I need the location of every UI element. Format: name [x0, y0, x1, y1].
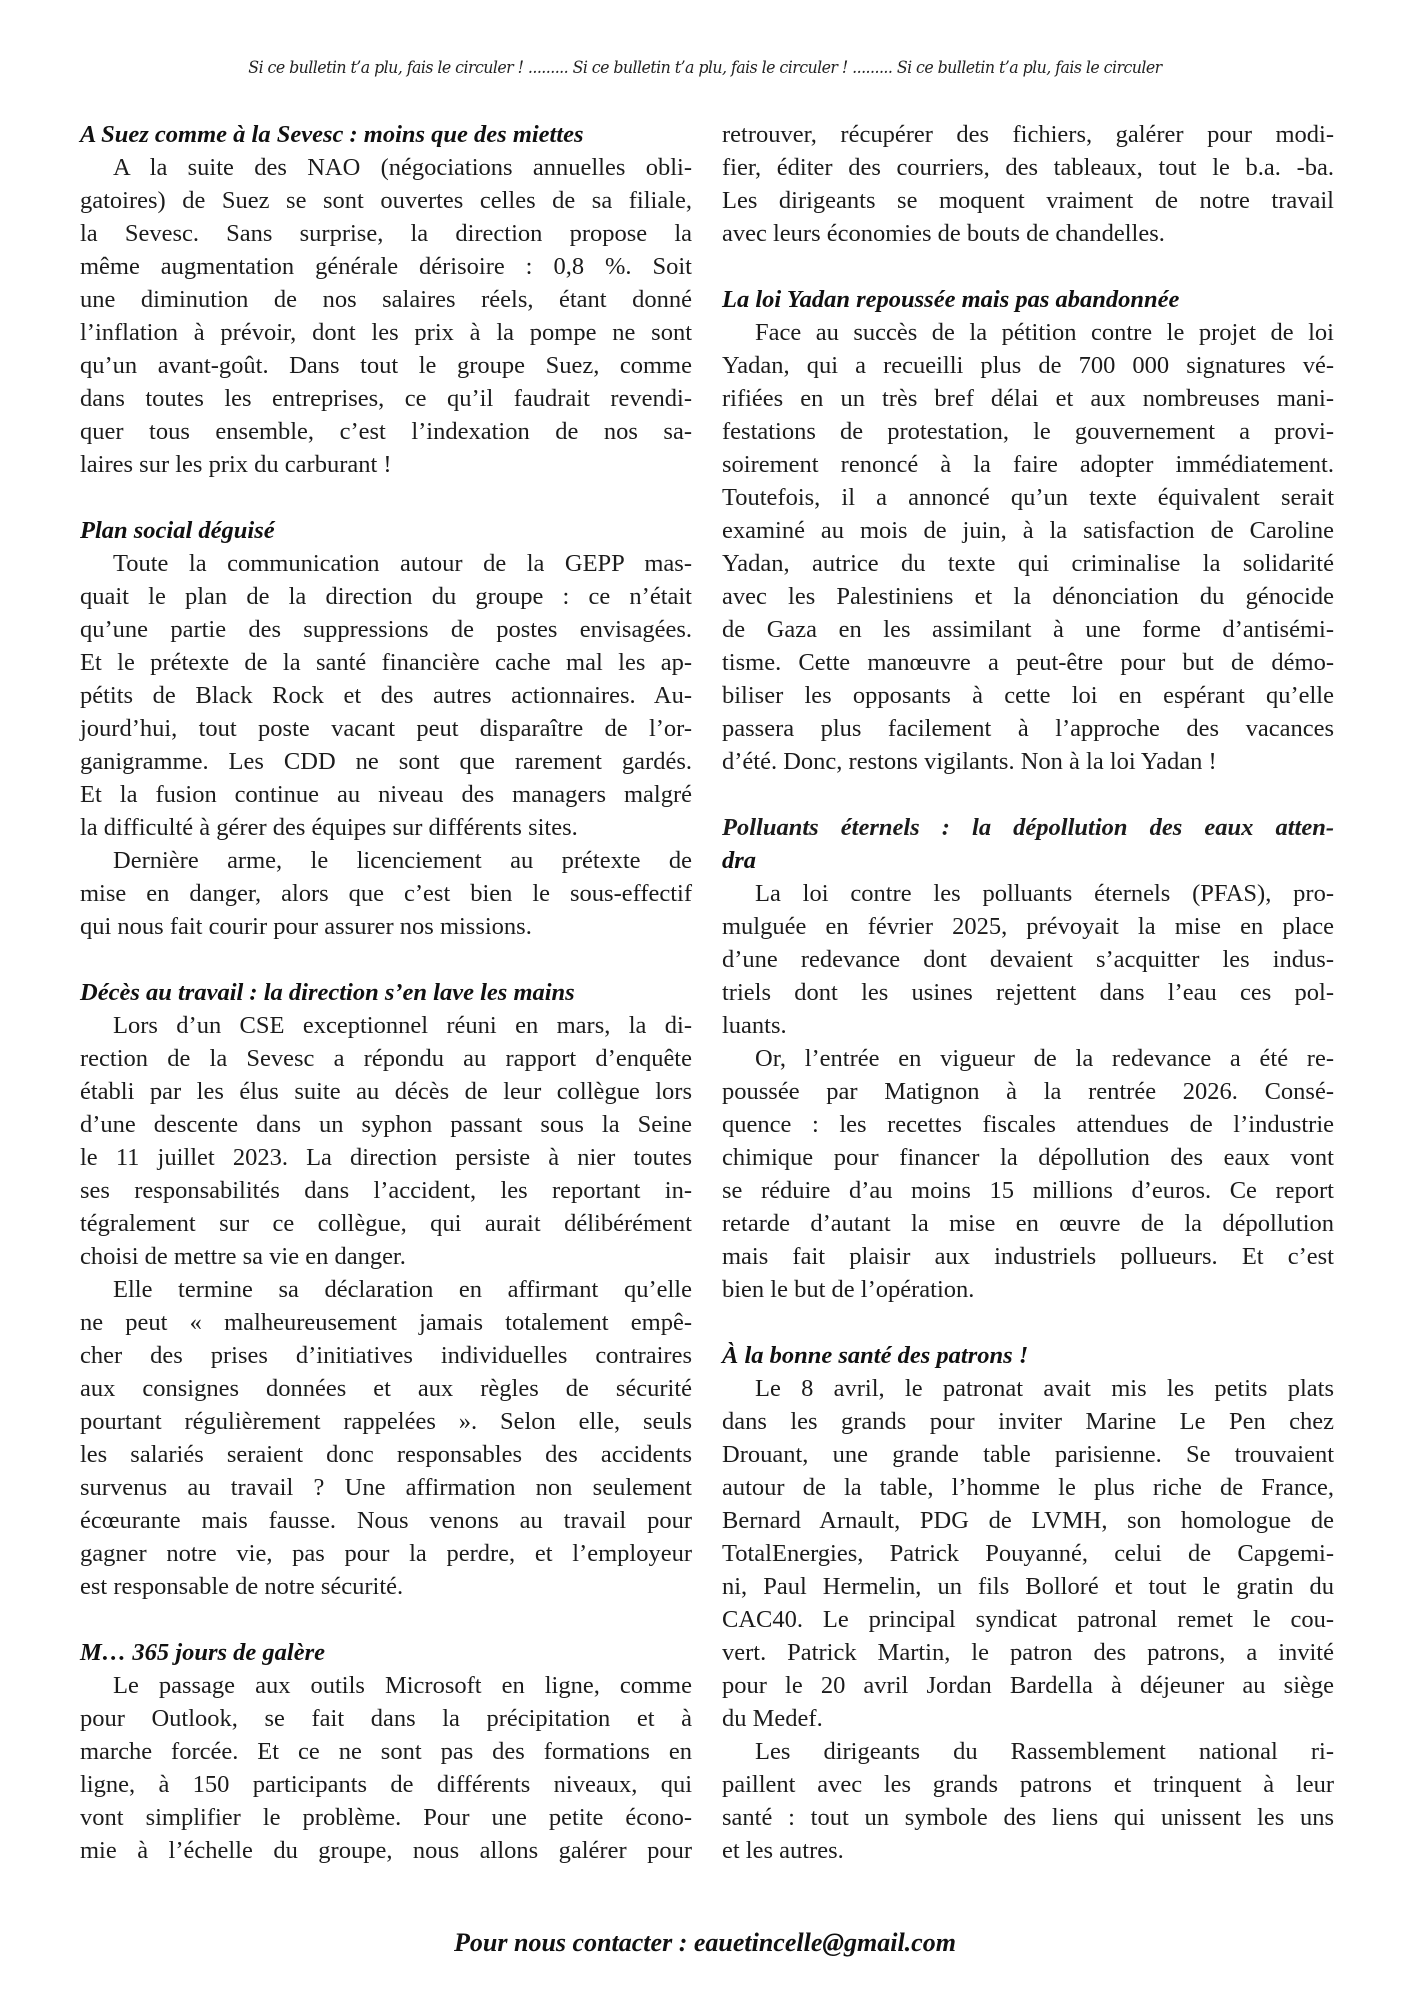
text-line: mais fait plaisir aux industriels pollueurs. Et c’est: [722, 1243, 1334, 1270]
text-line: mise en danger, alors que c’est bien le sous-effectif: [80, 880, 692, 907]
text-line: se réduire d’au moins 15 millions d’euros. Ce report: [722, 1177, 1334, 1204]
text-line: tisme. Cette manœuvre a peut-être pour but de démo-: [722, 649, 1334, 676]
text-line: ne peut « malheureusement jamais totalement empê-: [80, 1309, 692, 1336]
text-line: Et la fusion continue au niveau des managers malgré: [80, 781, 692, 808]
text-line: ses responsabilités dans l’accident, les reportant in-: [80, 1177, 692, 1204]
text-line: du Medef.: [722, 1705, 823, 1732]
text-line: chimique pour financer la dépollution des eaux vont: [722, 1144, 1334, 1171]
circulate-banner: Si ce bulletin t’a plu, fais le circuler ! ......... Si ce bulletin t’a plu, fais le circuler ! ......... Si ce bulletin t’a plu, fais le circuler: [248, 58, 1162, 78]
text-line: jourd’hui, tout poste vacant peut disparaître de l’or-: [80, 715, 692, 742]
text-line: d’été. Donc, restons vigilants. Non à la loi Yadan !: [722, 748, 1217, 775]
text-line: établi par les élus suite au décès de leur collègue lors: [80, 1078, 692, 1105]
text-line: A la suite des NAO (négociations annuelles obli-: [113, 154, 692, 181]
text-line: et les autres.: [722, 1837, 844, 1864]
article-title: À la bonne santé des patrons !: [722, 1342, 1029, 1369]
text-line: vert. Patrick Martin, le patron des patrons, a invité: [722, 1639, 1334, 1666]
article-loi-yadan: [722, 283, 1334, 778]
article-suez-sevesc: [80, 118, 692, 481]
text-line: soirement renoncé à la faire adopter immédiatement.: [722, 451, 1334, 478]
text-line: paillent avec les grands patrons et trinquent à leur: [722, 1771, 1334, 1798]
text-line: l’inflation à prévoir, dont les prix à la pompe ne sont: [80, 319, 692, 346]
text-line: CAC40. Le principal syndicat patronal remet le cou-: [722, 1606, 1334, 1633]
text-line: Or, l’entrée en vigueur de la redevance a été re-: [755, 1045, 1334, 1072]
text-line: d’une descente dans un syphon passant sous la Seine: [80, 1111, 692, 1138]
article-title: Polluants éternels : la dépollution des eaux atten-: [722, 814, 1334, 841]
text-line: retarde d’autant la mise en œuvre de la dépollution: [722, 1210, 1334, 1237]
text-line: examiné au mois de juin, à la satisfaction de Caroline: [722, 517, 1334, 544]
text-line: Yadan, autrice du texte qui criminalise la solidarité: [722, 550, 1334, 577]
text-line: une diminution de nos salaires réels, étant donné: [80, 286, 692, 313]
text-line: rection de la Sevesc a répondu au rapport d’enquête: [80, 1045, 692, 1072]
text-line: bien le but de l’opération.: [722, 1276, 975, 1303]
text-line: dans les grands pour inviter Marine Le Pen chez: [722, 1408, 1334, 1435]
text-line: Elle termine sa déclaration en affirmant qu’elle: [113, 1276, 692, 1303]
text-line: Les dirigeants se moquent vraiment de notre travail: [722, 187, 1334, 214]
text-line: festations de protestation, le gouvernement a provi-: [722, 418, 1334, 445]
text-line: qu’un avant-goût. Dans tout le groupe Suez, comme: [80, 352, 692, 379]
text-line: Le passage aux outils Microsoft en ligne, comme: [113, 1672, 692, 1699]
article-title-continued: dra: [722, 847, 757, 874]
article-microsoft-365-continued: [722, 118, 1334, 250]
text-line: est responsable de notre sécurité.: [80, 1573, 404, 1600]
text-line: santé : tout un symbole des liens qui unissent les uns: [722, 1804, 1334, 1831]
text-line: la Sevesc. Sans surprise, la direction propose la: [80, 220, 692, 247]
text-line: mie à l’échelle du groupe, nous allons galérer pour: [80, 1837, 692, 1864]
text-line: poussée par Matignon à la rentrée 2026. Consé-: [722, 1078, 1334, 1105]
text-line: mulguée en février 2025, prévoyait la mise en place: [722, 913, 1334, 940]
article-microsoft-365: [80, 1636, 692, 1867]
text-line: vont simplifier le problème. Pour une petite écono-: [80, 1804, 692, 1831]
text-line: même augmentation générale dérisoire : 0,8 %. Soit: [80, 253, 692, 280]
article-sante-patrons: [722, 1339, 1334, 1867]
text-line: les salariés seraient donc responsables des accidents: [80, 1441, 692, 1468]
text-line: tégralement sur ce collègue, qui aurait délibérément: [80, 1210, 692, 1237]
text-line: pour le 20 avril Jordan Bardella à déjeuner au siège: [722, 1672, 1334, 1699]
text-line: pétits de Black Rock et des autres actionnaires. Au-: [80, 682, 692, 709]
text-line: Bernard Arnault, PDG de LVMH, son homologue de: [722, 1507, 1334, 1534]
text-line: quait le plan de la direction du groupe : ce n’était: [80, 583, 692, 610]
text-line: quence : les recettes fiscales attendues de l’industrie: [722, 1111, 1334, 1138]
text-line: le 11 juillet 2023. La direction persiste à nier toutes: [80, 1144, 692, 1171]
text-line: ligne, à 150 participants de différents niveaux, qui: [80, 1771, 692, 1798]
text-line: TotalEnergies, Patrick Pouyanné, celui de Capgemi-: [722, 1540, 1334, 1567]
text-line: retrouver, récupérer des fichiers, galérer pour modi-: [722, 121, 1334, 148]
contact-footer: Pour nous contacter : eauetincelle@gmail.com: [454, 1928, 956, 1957]
text-line: qu’une partie des suppressions de postes envisagées.: [80, 616, 692, 643]
text-line: biliser les opposants à cette loi en espérant qu’elle: [722, 682, 1334, 709]
text-line: Face au succès de la pétition contre le projet de loi: [755, 319, 1334, 346]
text-line: la difficulté à gérer des équipes sur différents sites.: [80, 814, 578, 841]
text-line: choisi de mettre sa vie en danger.: [80, 1243, 406, 1270]
text-line: fier, éditer des courriers, des tableaux, tout le b.a. -ba.: [722, 154, 1334, 181]
article-title: Plan social déguisé: [80, 517, 275, 544]
text-line: Toute la communication autour de la GEPP mas-: [113, 550, 692, 577]
article-title: La loi Yadan repoussée mais pas abandonnée: [722, 286, 1180, 313]
text-line: autour de la table, l’homme le plus riche de France,: [722, 1474, 1334, 1501]
text-line: Yadan, qui a recueilli plus de 700 000 signatures vé-: [722, 352, 1334, 379]
article-title: Décès au travail : la direction s’en lave les mains: [80, 979, 575, 1006]
text-line: qui nous fait courir pour assurer nos missions.: [80, 913, 532, 940]
text-line: ganigramme. Les CDD ne sont que rarement gardés.: [80, 748, 692, 775]
article-title: M… 365 jours de galère: [80, 1639, 325, 1666]
text-line: triels dont les usines rejettent dans l’eau ces pol-: [722, 979, 1334, 1006]
text-line: La loi contre les polluants éternels (PFAS), pro-: [755, 880, 1334, 907]
text-line: dans toutes les entreprises, ce qu’il faudrait revendi-: [80, 385, 692, 412]
text-line: Et le prétexte de la santé financière cache mal les ap-: [80, 649, 692, 676]
text-line: d’une redevance dont devaient s’acquitter les indus-: [722, 946, 1334, 973]
article-deces-travail: [80, 976, 692, 1603]
article-polluants-eternels: [722, 811, 1334, 1306]
text-line: marche forcée. Et ce ne sont pas des formations en: [80, 1738, 692, 1765]
text-line: quer tous ensemble, c’est l’indexation de nos sa-: [80, 418, 692, 445]
text-line: pour Outlook, se fait dans la précipitation et à: [80, 1705, 692, 1732]
article-title: A Suez comme à la Sevesc : moins que des miettes: [80, 121, 584, 148]
text-line: aux consignes données et aux règles de sécurité: [80, 1375, 692, 1402]
text-line: gatoires) de Suez se sont ouvertes celles de sa filiale,: [80, 187, 692, 214]
text-line: Dernière arme, le licenciement au prétexte de: [113, 847, 692, 874]
text-line: avec les Palestiniens et la dénonciation du génocide: [722, 583, 1334, 610]
text-line: de Gaza en les assimilant à une forme d’antisémi-: [722, 616, 1334, 643]
text-line: écœurante mais fausse. Nous venons au travail pour: [80, 1507, 692, 1534]
text-line: pourtant régulièrement rappelées ». Selon elle, seuls: [80, 1408, 692, 1435]
text-line: Lors d’un CSE exceptionnel réuni en mars, la di-: [113, 1012, 692, 1039]
text-line: luants.: [722, 1012, 787, 1039]
text-line: cher des prises d’initiatives individuelles contraires: [80, 1342, 692, 1369]
text-line: Toutefois, il a annoncé qu’un texte équivalent serait: [722, 484, 1334, 511]
text-line: rifiées en un très bref délai et aux nombreuses mani-: [722, 385, 1334, 412]
text-line: ni, Paul Hermelin, un fils Bolloré et tout le gratin du: [722, 1573, 1334, 1600]
text-line: survenus au travail ? Une affirmation non seulement: [80, 1474, 692, 1501]
text-line: passera plus facilement à l’approche des vacances: [722, 715, 1334, 742]
text-line: avec leurs économies de bouts de chandelles.: [722, 220, 1165, 247]
text-line: Le 8 avril, le patronat avait mis les petits plats: [755, 1375, 1334, 1402]
left-column: [80, 118, 692, 1900]
text-line: Les dirigeants du Rassemblement national ri-: [755, 1738, 1334, 1765]
article-plan-social: [80, 514, 692, 943]
text-line: Drouant, une grande table parisienne. Se trouvaient: [722, 1441, 1334, 1468]
right-column: [722, 118, 1334, 1900]
text-line: gagner notre vie, pas pour la perdre, et l’employeur: [80, 1540, 692, 1567]
text-line: laires sur les prix du carburant !: [80, 451, 392, 478]
